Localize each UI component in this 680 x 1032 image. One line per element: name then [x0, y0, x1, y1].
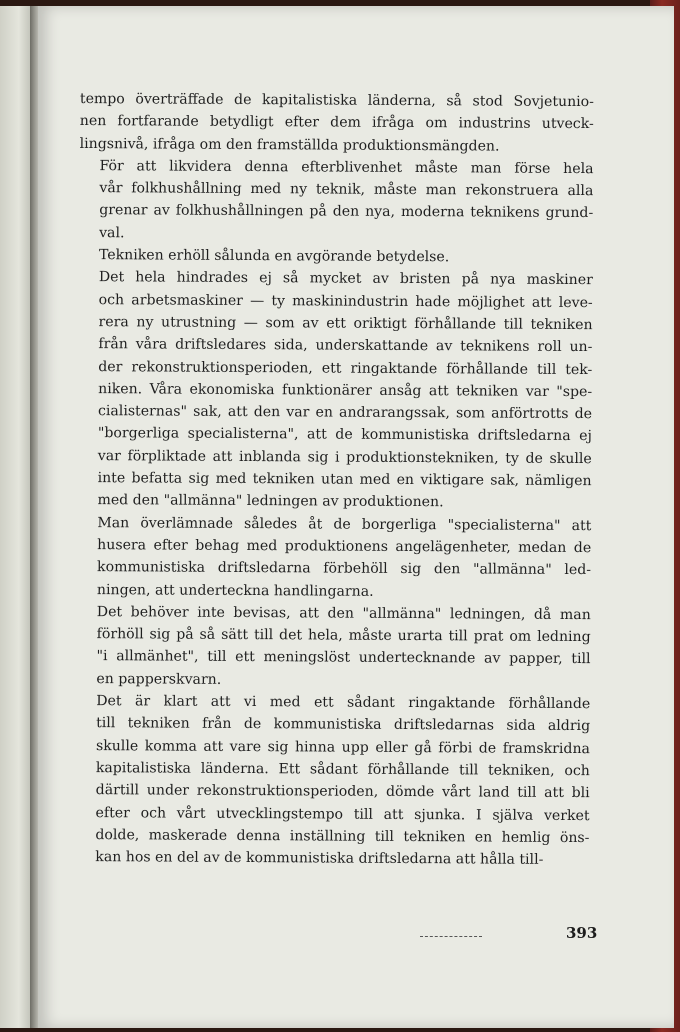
- paragraph: [77, 266, 592, 514]
- text-line: cialisternas" sak, att den var en andrarangssak, som anförtrotts de: [97, 403, 593, 423]
- text-line: kan hos en del av de kommunistiska driftsledarna att hålla till-: [95, 849, 544, 868]
- text-line: från våra driftsledares sida, underskattande av teknikens roll un-: [98, 336, 593, 356]
- body-text: [75, 88, 594, 872]
- text-line: skulle komma att vare sig hinna upp eller gå förbi de framskridna: [95, 737, 591, 757]
- text-line: niken. Våra ekonomiska funktionärer ansåg att tekniken var "spe-: [98, 380, 593, 400]
- paragraph: [77, 512, 592, 604]
- text-line: var förpliktade att inblanda sig i produktionstekniken, ty de skulle: [97, 447, 592, 467]
- paragraph: [80, 88, 594, 158]
- text-line: grenar av folkhushållningen på den nya, moderna teknikens grund-: [99, 202, 594, 222]
- text-line: husera efter behag med produktionens angelägenheter, medan de: [97, 537, 592, 557]
- text-line: För att likvidera denna efterblivenhet måste man förse hela: [99, 158, 594, 178]
- text-line: Det är klart att vi med ett sådant ringaktande förhållande: [96, 693, 591, 713]
- paragraph: [79, 155, 594, 247]
- text-line: "borgerliga specialisterna", att de kommunistiska driftsledarna ej: [97, 425, 592, 445]
- text-line: tempo överträffade de kapitalistiska länderna, så stod Sovjetunio-: [79, 90, 594, 111]
- text-line: lingsnivå, ifråga om den framställda produktionsmängden.: [79, 135, 500, 155]
- text-line: rera ny utrustning — som av ett oriktigt förhållande till tekniken: [98, 314, 593, 334]
- text-line: nen fortfarande betydligt efter dem ifråga om industrins utveck-: [79, 113, 594, 133]
- text-line: der rekonstruktionsperioden, ett ringaktande förhållande till tek-: [98, 358, 593, 378]
- text-line: kapitalistiska länderna. Ett sådant förhållande till tekniken, och: [95, 760, 590, 780]
- text-line: med den "allmänna" ledningen av produktionen.: [97, 492, 444, 511]
- previous-page-edge: [0, 6, 34, 1028]
- book-page: [38, 6, 674, 1028]
- text-line: förhöll sig på så sätt till det hela, måste urarta till prat om ledning: [96, 626, 591, 646]
- text-line: Det behöver inte bevisas, att den "allmänna" ledningen, då man: [96, 603, 591, 623]
- text-line: "i allmänhet", till ett meningslöst undertecknande av papper, till: [96, 648, 591, 668]
- text-line: ningen, att underteckna handlingarna.: [96, 581, 374, 600]
- text-line: vår folkhushållning med ny teknik, måste man rekonstruera alla: [99, 180, 594, 200]
- text-line: till tekniken från de kommunistiska driftsledarnas sida aldrig: [96, 715, 591, 735]
- text-line: efter och vårt utvecklingstempo till att sjunka. I själva verket: [95, 804, 590, 824]
- page-number: 393: [566, 924, 598, 942]
- text-line: kommunistiska driftsledarna förbehöll sig den "allmänna" led-: [97, 559, 592, 579]
- text-line: en papperskvarn.: [96, 670, 222, 688]
- text-line: och arbetsmaskiner — ty maskinindustrin hade möjlighet att leve-: [98, 291, 593, 311]
- text-line: Tekniken erhöll sålunda en avgörande betydelse.: [98, 247, 450, 266]
- text-line: därtill under rekonstruktionsperioden, dömde vårt land till att bli: [95, 782, 590, 802]
- text-line: Det hela hindrades ej så mycket av bristen på nya maskiner: [98, 269, 593, 289]
- text-line: val.: [99, 224, 125, 242]
- pencil-mark: [420, 936, 482, 938]
- paragraph: [76, 601, 591, 693]
- paragraph: [79, 244, 593, 269]
- text-line: dolde, maskerade denna inställning till tekniken en hemlig öns-: [95, 826, 590, 846]
- text-line: inte befatta sig med tekniken utan med en viktigare sak, nämligen: [97, 470, 592, 490]
- text-line: Man överlämnade således åt de borgerliga "specialisterna" att: [97, 514, 592, 534]
- paragraph: [75, 690, 590, 872]
